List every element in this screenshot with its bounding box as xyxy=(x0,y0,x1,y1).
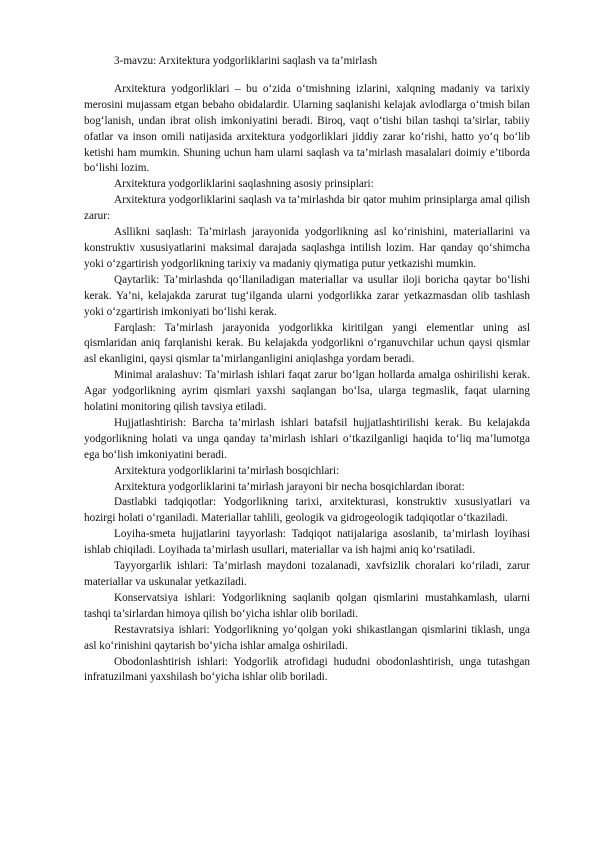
paragraph-distinction: Farqlash: Ta’mirlash jarayonida yodgorlikka kiritilgan yangi elementlar uning asl qismlaridan aniq farqlanishi kerak. Bu kelajakda yodgorlikni o‘rganuvchilar uchun qaysi qismlar asl ekanligini, qaysi qismlar ta’mirlanganligini aniqlashga yordam beradi. xyxy=(84,321,530,366)
paragraph-preparation: Tayyorgarlik ishlari: Ta’mirlash maydoni tozalanadi, xavfsizlik choralari ko‘riladi, zarur materiallar va uskunalar yetkaziladi. xyxy=(84,560,530,588)
paragraph-stages-intro: Arxitektura yodgorliklarini ta’mirlash jarayoni bir necha bosqichlardan iborat: xyxy=(114,480,465,493)
paragraph-landscaping: Obodonlashtirish ishlari: Yodgorlik atrofidagi hududni obodonlashtirish, unga tutashgan infratuzilmani yaxshilash bo‘yicha ishlar olib boriladi. xyxy=(84,655,530,684)
paragraph-minimal-intervention: Minimal aralashuv: Ta’mirlash ishlari faqat zarur bo‘lgan hollarda amalga oshirilishi kerak. Agar yodgorlikning ayrim qismlari yaxshi saqlangan bo‘lsa, ularga tegmaslik, faqat ularning holatini monitoring qilish tavsiya etiladi. xyxy=(84,369,530,414)
document-title: 3-mavzu: Arxitektura yodgorliklarini saqlash va ta’mirlash xyxy=(114,55,378,67)
paragraph-documentation: Hujjatlashtirish: Barcha ta’mirlash ishlari batafsil hujjatlashtirilishi kerak. Bu kelajakda yodgorlikning holati va unga qanday ta’mirlash ishlari o‘tkazilganligi haqida to‘liq ma’lumotga ega bo‘lish imkoniyatini beradi. xyxy=(84,416,530,461)
paragraph-authenticity: Asllikni saqlash: Ta’mirlash jarayonida yodgorlikning asl ko‘rinishini, materiallarini va konstruktiv xususiyatlarini maksimal darajada saqlashga intilish lozim. Har qanday qo‘shimcha yoki o‘zgartirish yodgorlikning tarixiy va madaniy qiymatiga putur yetkazishi mumkin. xyxy=(84,226,530,270)
paragraph-project-estimate: Loyiha-smeta hujjatlarini tayyorlash: Tadqiqot natijalariga asoslanib, ta’mirlash loyihasi ishlab chiqiladi. Loyihada ta’mirlash usullari, materiallar va ish hajmi aniq ko‘rsatiladi. xyxy=(84,528,530,557)
paragraph-intro: Arxitektura yodgorliklari – bu o‘zida o‘tmishning izlarini, xalqning madaniy va tarixiy merosini mujassam etgan bebaho obidalardir. Ularning saqlanishi kelajak avlodlarga o‘tmish bilan bog‘lanish, undan ibrat olish imkoniyatini beradi. Biroq, vaqt o‘tishi bilan tashqi ta’sirlar, tabiiy ofatlar va inson omili natijasida arxitektura yodgorliklari jiddiy zarar ko‘rishi, hatto yo‘q bo‘lib ketishi ham mumkin. Shuning uchun ham ularni saqlash va ta’mirlash masalalari doimiy e’tiborda bo‘lishi lozim. xyxy=(84,82,530,175)
paragraph-reversibility: Qaytarlik: Ta’mirlashda qo‘llaniladigan materiallar va usullar iloji boricha qaytar bo‘lishi kerak. Ya’ni, kelajakda zarurat tug‘ilganda ularni yodgorlikka zarar yetkazmasdan olib tashlash yoki o‘zgartirish imkoniyati bo‘lishi kerak. xyxy=(84,273,530,318)
paragraph-principles-heading: Arxitektura yodgorliklarini saqlashning asosiy prinsiplari: xyxy=(114,178,374,191)
paragraph-restoration: Restavratsiya ishlari: Yodgorlikning yo‘qolgan yoki shikastlangan qismlarini tiklash, unga asl ko‘rinishini qaytarish bo‘yicha ishlar amalga oshiriladi. xyxy=(84,623,530,652)
paragraph-principles-intro: Arxitektura yodgorliklarini saqlash va ta’mirlashda bir qator muhim prinsiplarga amal qilish zarur: xyxy=(84,194,530,223)
paragraph-stages-heading: Arxitektura yodgorliklarini ta’mirlash bosqichlari: xyxy=(114,464,340,477)
paragraph-conservation: Konservatsiya ishlari: Yodgorlikning saqlanib qolgan qismlarini mustahkamlash, ularni tashqi ta’sirlardan himoya qilish bo‘yicha ishlar olib boriladi. xyxy=(84,591,530,620)
document-page xyxy=(84,54,530,686)
paragraph-initial-research: Dastlabki tadqiqotlar: Yodgorlikning tarixi, arxitekturasi, konstruktiv xususiyatlari va hozirgi holati o‘rganiladi. Materiallar tahlili, geologik va gidrogeologik tadqiqotlar o‘tkaziladi. xyxy=(84,496,530,525)
